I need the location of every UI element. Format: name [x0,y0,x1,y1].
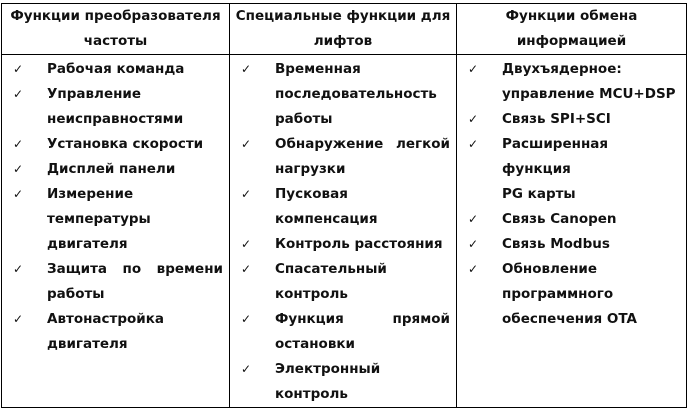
list-item [8,82,223,132]
list-item [8,182,223,257]
list-item-text [502,57,680,107]
list-item-text [275,182,450,232]
checkmark-icon: ✓ [12,62,24,76]
checkmark-icon: ✓ [12,312,24,326]
list-item [463,57,680,107]
list-item-line: Рабочая команда [47,61,185,77]
header-inverter-functions: Функции преобразователя частоты [2,4,230,55]
list-item-text [502,107,680,132]
list-item [463,257,680,332]
list-item-line: нагрузки [275,161,346,177]
list-item-line: Контроль расстояния [275,236,443,252]
list-item-line: двигателя [47,336,128,352]
header-row [2,4,687,55]
list-item-line: Дисплей панели [47,161,176,177]
checkmark-icon: ✓ [12,262,24,276]
list-item [463,232,680,257]
checkmark-icon: ✓ [12,87,24,101]
list-item [8,157,223,182]
list-item-line: Функция прямой [275,311,450,327]
list-item-text [47,132,223,157]
list-item [236,232,450,257]
list-item [236,257,450,307]
list-item-line: последовательность [275,86,437,102]
checkmark-icon: ✓ [467,237,479,251]
list-item-line: PG карты [502,186,576,202]
checkmark-icon: ✓ [467,212,479,226]
column-inverter-functions [2,55,230,408]
list-item-line: Обнаружение легкой [275,136,450,152]
list-item-line: неисправностями [47,111,184,127]
list-item-text [275,232,450,257]
list-item [8,307,223,357]
list-item-line: Управление [47,86,142,102]
checkmark-icon: ✓ [467,137,479,151]
list-item [463,107,680,132]
list-item-text [47,257,223,307]
checkmark-icon: ✓ [240,187,252,201]
list-item-line: двигателя [47,236,128,252]
list-item-line: Электронный [275,361,381,377]
list-item-text [502,257,680,332]
list-item-text [502,232,680,257]
list-item-line: Временная [275,61,361,77]
list-item-text [47,307,223,357]
list-item-text [47,57,223,82]
functions-table [1,3,687,408]
list-item-line: управление MCU+DSP [502,86,676,102]
checkmark-icon: ✓ [240,262,252,276]
list-item [463,132,680,207]
list-item-line: температуры [47,211,151,227]
list-item-line: остановки [275,336,355,352]
checkmark-icon: ✓ [240,312,252,326]
list-item-text [275,357,450,407]
list-item [8,57,223,82]
header-elevator-functions: Специальные функции для лифтов [230,4,457,55]
list-item-line: Связь Modbus [502,236,610,252]
list-item-text [47,157,223,182]
list-item-line: Связь SPI+SCI [502,111,611,127]
checkmark-icon: ✓ [12,137,24,151]
list-item-text [275,257,450,307]
checkmark-icon: ✓ [12,187,24,201]
checkmark-icon: ✓ [240,237,252,251]
list-item [463,207,680,232]
list-item-line: контроль [275,286,348,302]
list-item-text [47,182,223,257]
list-item-text [502,207,680,232]
checkmark-icon: ✓ [240,137,252,151]
list-item-line: Спасательный [275,261,387,277]
checkmark-icon: ✓ [467,262,479,276]
list-item-line: Установка скорости [47,136,204,152]
list-item-line: компенсация [275,211,378,227]
list-item [236,132,450,182]
list-item [236,57,450,132]
checkmark-icon: ✓ [12,162,24,176]
list-item [236,357,450,407]
list-item-line: программного [502,286,614,302]
list-item-line: работы [275,111,333,127]
list-item-line: Автонастройка [47,311,165,327]
list-item-text [275,307,450,357]
list-item [236,182,450,232]
list-item-text [47,82,223,132]
column-elevator-functions [230,55,457,408]
list-item-line: обеспечения OTA [502,311,638,327]
list-item-line: Расширенная функция [502,136,609,177]
list-item [8,132,223,157]
checkmark-icon: ✓ [467,62,479,76]
list-item [236,307,450,357]
column-communication-functions [457,55,687,408]
list-item-line: Защита по времени [47,261,223,277]
list-item-line: Двухъядерное: [502,61,622,77]
list-item-line: контроль [275,386,348,402]
list-item-text [502,132,680,207]
list-item-line: Связь Canopen [502,211,617,227]
list-item-text [275,57,450,132]
header-communication-functions: Функции обмена информацией [457,4,687,55]
list-item-text [275,132,450,182]
list-item-line: Обновление [502,261,598,277]
checkmark-icon: ✓ [240,362,252,376]
body-row [2,55,687,408]
list-item-line: работы [47,286,105,302]
list-item-line: Пусковая [275,186,348,202]
list-item [8,257,223,307]
checkmark-icon: ✓ [467,112,479,126]
list-item-line: Измерение [47,186,134,202]
checkmark-icon: ✓ [240,62,252,76]
